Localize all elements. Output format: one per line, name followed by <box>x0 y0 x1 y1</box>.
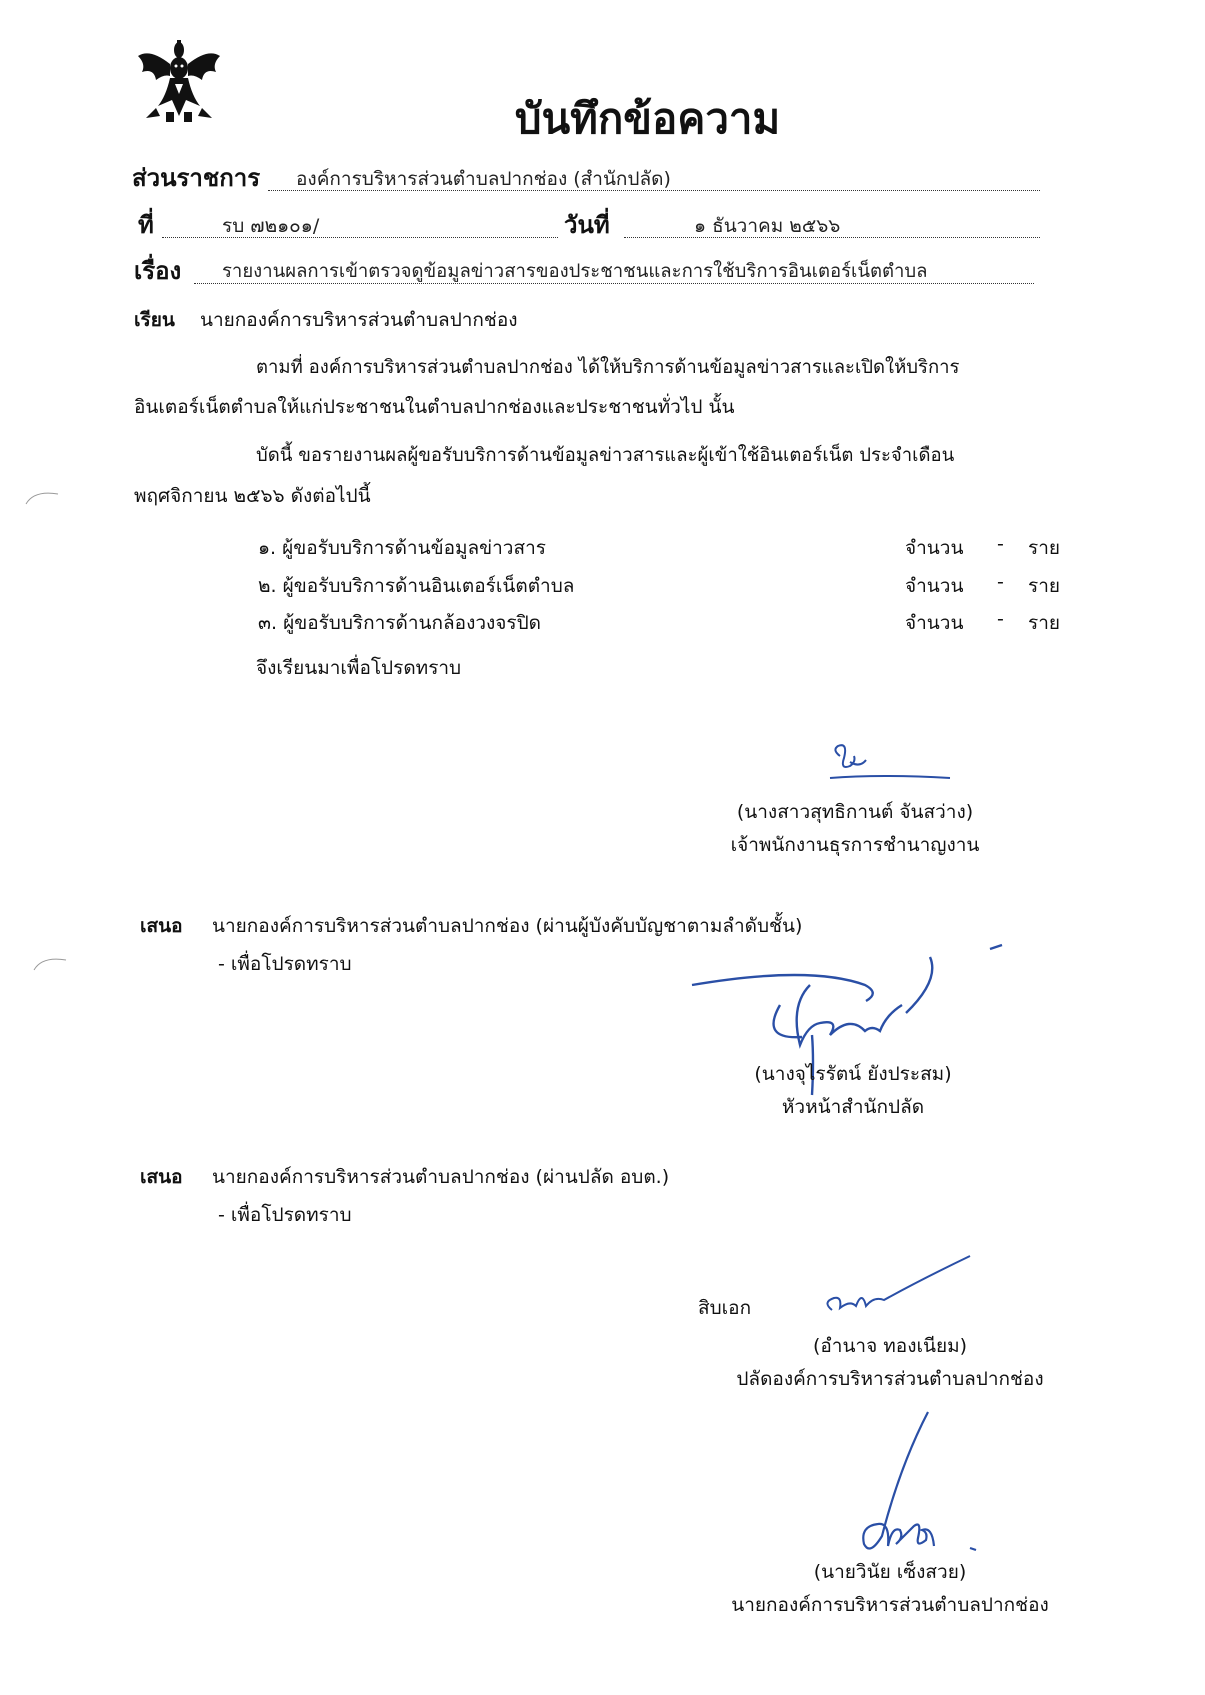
signer2-position: หัวหน้าสำนักปลัด <box>781 1096 925 1119</box>
ref-value: รบ ๗๒๑๐๑/ <box>222 215 320 237</box>
item-per: ราย <box>1028 575 1061 597</box>
agency-value: องค์การบริหารส่วนตำบลปากช่อง (สำนักปลัด) <box>296 168 671 190</box>
item-per: ราย <box>1028 612 1061 634</box>
signer2-name: (นางจุไรรัตน์ ยังประสม) <box>754 1063 952 1085</box>
item-per: ราย <box>1028 537 1061 559</box>
punch-hole-mark-bottom <box>32 954 72 974</box>
item-label: ๓. ผู้ขอรับบริการด้านกล้องวงจรปิด <box>258 612 542 634</box>
para2-line1: บัดนี้ ขอรายงานผลผู้ขอรับบริการด้านข้อมูลข่าวสารและผู้เข้าใช้อินเตอร์เน็ต ประจำเดือน <box>256 445 955 466</box>
signer1-position: เจ้าพนักงานธุรการชำนาญงาน <box>730 834 980 857</box>
signer4-block <box>700 1556 1080 1623</box>
signer4-name: (นายวินัย เซ็งสวย) <box>813 1561 967 1583</box>
item-label: ๒. ผู้ขอรับบริการด้านอินเตอร์เน็ตตำบล <box>258 575 575 597</box>
signer3-rank: สิบเอก <box>698 1297 752 1319</box>
salutation-value: นายกองค์การบริหารส่วนตำบลปากช่อง <box>200 309 518 331</box>
propose2-label: เสนอ <box>140 1166 183 1188</box>
signer1-block <box>690 796 1020 863</box>
signature-3 <box>820 1250 980 1320</box>
list-item <box>258 571 1064 599</box>
item-unit: จำนวน <box>905 537 964 559</box>
ref-label: ที่ <box>138 211 154 239</box>
para2-line2: พฤศจิกายน ๒๕๖๖ ดังต่อไปนี้ <box>134 485 371 507</box>
subject-value: รายงานผลการเข้าตรวจดูข้อมูลข่าวสารของประชาชนและการใช้บริการอินเตอร์เน็ตตำบล <box>222 261 928 282</box>
signer3-block <box>700 1330 1080 1397</box>
signer4-position: นายกองค์การบริหารส่วนตำบลปากช่อง <box>731 1594 1049 1617</box>
signer1-name: (นางสาวสุทธิกานต์ จันสว่าง) <box>736 801 974 823</box>
signer3-position: ปลัดองค์การบริหารส่วนตำบลปากช่อง <box>736 1368 1044 1391</box>
propose1-label: เสนอ <box>140 915 183 937</box>
item-count: - <box>997 571 1004 593</box>
list-item <box>258 608 1064 636</box>
subject-label: เรื่อง <box>134 257 182 285</box>
signature-1 <box>820 740 960 790</box>
signer2-block <box>718 1058 988 1125</box>
item-count: - <box>997 608 1004 630</box>
propose2-note: - เพื่อโปรดทราบ <box>218 1204 352 1226</box>
propose1-to: นายกองค์การบริหารส่วนตำบลปากช่อง (ผ่านผู้บังคับบัญชาตามลำดับชั้น) <box>212 915 803 937</box>
item-count: - <box>997 533 1004 555</box>
para1-line2: อินเตอร์เน็ตตำบลให้แก่ประชาชนในตำบลปากช่องและประชาชนทั่วไป นั้น <box>134 396 735 418</box>
punch-hole-mark-top <box>24 488 64 508</box>
item-label: ๑. ผู้ขอรับบริการด้านข้อมูลข่าวสาร <box>258 537 546 559</box>
agency-label: ส่วนราชการ <box>132 164 261 192</box>
propose1-note: - เพื่อโปรดทราบ <box>218 953 352 975</box>
propose2-to: นายกองค์การบริหารส่วนตำบลปากช่อง (ผ่านปลัด อบต.) <box>212 1166 670 1188</box>
memo-title: บันทึกข้อความ <box>514 94 781 143</box>
salutation-label: เรียน <box>134 309 175 331</box>
signature-4 <box>830 1406 990 1566</box>
item-unit: จำนวน <box>905 612 964 634</box>
signer3-name: (อำนาจ ทองเนียม) <box>812 1335 968 1357</box>
date-label: วันที่ <box>564 211 610 239</box>
para1-line1: ตามที่ องค์การบริหารส่วนตำบลปากช่อง ได้ให้บริการด้านข้อมูลข่าวสารและเปิดให้บริการ <box>256 357 960 378</box>
item-unit: จำนวน <box>905 575 964 597</box>
closing-text: จึงเรียนมาเพื่อโปรดทราบ <box>256 657 462 679</box>
list-item <box>258 533 1064 561</box>
date-value: ๑ ธันวาคม ๒๕๖๖ <box>694 215 841 237</box>
